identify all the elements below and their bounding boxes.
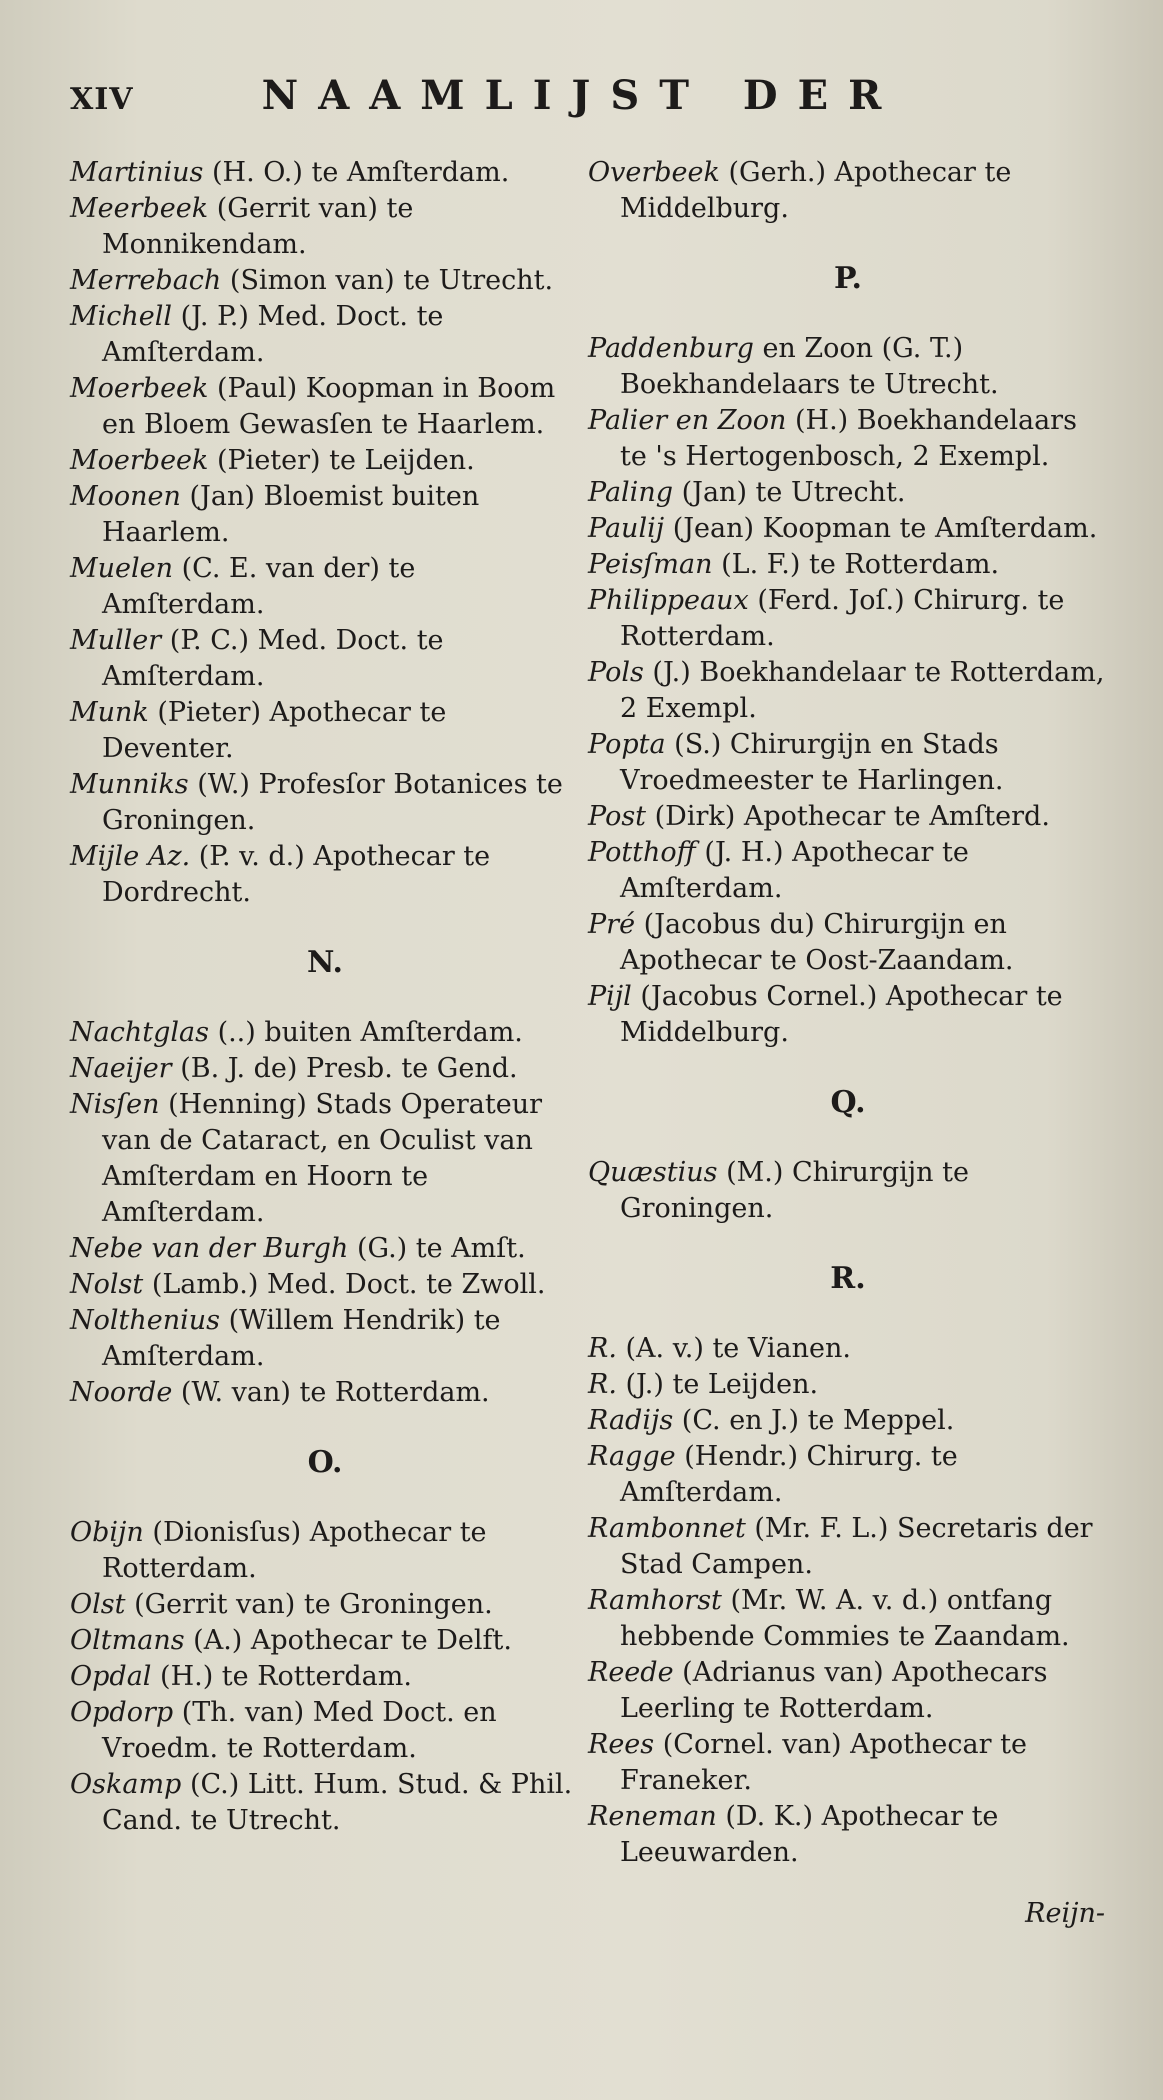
entry-name: Radijs bbox=[588, 1405, 674, 1436]
list-item bbox=[70, 839, 580, 911]
entry-name: Post bbox=[588, 801, 647, 832]
entry-name: Mijle Az. bbox=[70, 841, 191, 872]
entry-name: R. bbox=[588, 1369, 617, 1400]
entry-detail: (Dirk) Apothecar te Amſterd. bbox=[654, 801, 1050, 832]
entry-name: Moerbeek bbox=[70, 373, 209, 404]
entry-detail: (Mr. F. L.) Secretaris der Stad Campen. bbox=[620, 1513, 1093, 1580]
entry-name: Paling bbox=[588, 477, 673, 508]
list-item bbox=[70, 155, 580, 191]
entry-name: Meerbeek bbox=[70, 193, 209, 224]
entry-detail: (Lamb.) Med. Doct. te Zwoll. bbox=[151, 1269, 546, 1300]
entries-p bbox=[588, 331, 1108, 1051]
entry-name: Nolthenius bbox=[70, 1305, 221, 1336]
entry-detail: (Jean) Koopman te Amſterdam. bbox=[672, 513, 1098, 544]
list-item bbox=[70, 1659, 580, 1695]
entry-name: Paddenburg bbox=[588, 333, 754, 364]
entry-detail: (Ferd. Joſ.) Chirurg. te Rotterdam. bbox=[620, 585, 1065, 652]
entry-detail: (D. K.) Apothecar te Leeuwarden. bbox=[620, 1801, 999, 1868]
entry-detail: (B. J. de) Presb. te Gend. bbox=[180, 1053, 518, 1084]
list-item bbox=[70, 1015, 580, 1051]
entry-detail: (P. v. d.) Apothecar te Dordrecht. bbox=[102, 841, 491, 908]
list-item bbox=[588, 1331, 1108, 1367]
list-item bbox=[588, 979, 1108, 1051]
list-item bbox=[588, 727, 1108, 799]
entry-detail: (..) buiten Amſterdam. bbox=[217, 1017, 523, 1048]
entry-detail: (J. H.) Apothecar te Amſterdam. bbox=[620, 837, 969, 904]
list-item bbox=[70, 191, 580, 263]
list-item bbox=[588, 511, 1108, 547]
list-item bbox=[70, 479, 580, 551]
entry-name: Opdorp bbox=[70, 1697, 174, 1728]
entry-detail: (A.) Apothecar te Delft. bbox=[193, 1625, 512, 1656]
entry-detail: (Mr. W. A. v. d.) ontfang hebbende Commies te Zaandam. bbox=[620, 1585, 1070, 1652]
entry-name: Michell bbox=[70, 301, 173, 332]
entries-o-continued bbox=[588, 155, 1108, 227]
entries-r bbox=[588, 1331, 1108, 1871]
entry-name: Martinius bbox=[70, 157, 204, 188]
list-item bbox=[70, 443, 580, 479]
entry-detail: (Pieter) te Leijden. bbox=[216, 445, 475, 476]
list-item bbox=[70, 1767, 580, 1839]
entry-detail: (C.) Litt. Hum. Stud. & Phil. Cand. te Utrecht. bbox=[102, 1769, 573, 1836]
entry-detail: (Th. van) Med Doct. en Vroedm. te Rotterdam. bbox=[102, 1697, 497, 1764]
entry-detail: (H. O.) te Amſterdam. bbox=[212, 157, 510, 188]
entry-detail: (J.) Boekhandelaar te Rotterdam, 2 Exempl. bbox=[620, 657, 1105, 724]
entry-detail: (Henning) Stads Operateur van de Cataract, en Oculist van Amſterdam en Hoorn te Amſterdam. bbox=[102, 1089, 543, 1228]
entry-name: Popta bbox=[588, 729, 666, 760]
list-item bbox=[588, 475, 1108, 511]
entry-detail: (Jacobus Cornel.) Apothecar te Middelburg. bbox=[620, 981, 1063, 1048]
entry-name: Philippeaux bbox=[588, 585, 749, 616]
entries-q bbox=[588, 1155, 1108, 1227]
running-head: NAAMLIJST DER bbox=[261, 72, 902, 119]
entry-detail: (Adrianus van) Apothecars Leerling te Rotterdam. bbox=[620, 1657, 1048, 1724]
entry-name: Obijn bbox=[70, 1517, 144, 1548]
entry-name: Reneman bbox=[588, 1801, 717, 1832]
entry-name: Rambonnet bbox=[588, 1513, 746, 1544]
list-item bbox=[588, 331, 1108, 403]
list-item bbox=[70, 551, 580, 623]
section-letter-n: N. bbox=[307, 945, 343, 980]
entry-name: Moonen bbox=[70, 481, 181, 512]
entry-detail: (P. C.) Med. Doct. te Amſterdam. bbox=[102, 625, 444, 692]
right-column bbox=[588, 155, 1108, 1871]
entry-name: Pijl bbox=[588, 981, 632, 1012]
list-item bbox=[70, 299, 580, 371]
list-item bbox=[70, 1087, 580, 1231]
list-item bbox=[70, 767, 580, 839]
entry-detail: (Gerh.) Apothecar te Middelburg. bbox=[620, 157, 1012, 224]
list-item bbox=[588, 1367, 1108, 1403]
list-item bbox=[588, 547, 1108, 583]
entry-detail: (Pieter) Apothecar te Deventer. bbox=[102, 697, 447, 764]
section-letter-q: Q. bbox=[830, 1085, 866, 1120]
entry-name: Opdal bbox=[70, 1661, 152, 1692]
section-letter-r: R. bbox=[830, 1261, 866, 1296]
entry-detail: (C. en J.) te Meppel. bbox=[681, 1405, 955, 1436]
list-item bbox=[588, 155, 1108, 227]
list-item bbox=[70, 1051, 580, 1087]
entry-name: Peisſman bbox=[588, 549, 713, 580]
list-item bbox=[588, 1511, 1108, 1583]
entry-name: Reede bbox=[588, 1657, 674, 1688]
entries-m bbox=[70, 155, 580, 911]
entry-detail: (Willem Hendrik) te Amſterdam. bbox=[102, 1305, 501, 1372]
entry-detail: (Gerrit van) te Monnikendam. bbox=[102, 193, 414, 260]
list-item bbox=[588, 1439, 1108, 1511]
list-item bbox=[588, 1799, 1108, 1871]
entry-detail: (S.) Chirurgijn en Stads Vroedmeester te Harlingen. bbox=[620, 729, 1004, 796]
list-item bbox=[70, 1267, 580, 1303]
entry-name: Muelen bbox=[70, 553, 174, 584]
entry-name: Moerbeek bbox=[70, 445, 209, 476]
entry-name: Potthoff bbox=[588, 837, 696, 868]
entry-detail: (J.) te Leijden. bbox=[625, 1369, 819, 1400]
entry-name: Muller bbox=[70, 625, 162, 656]
entry-name: Naeijer bbox=[70, 1053, 172, 1084]
entry-detail: (A. v.) te Vianen. bbox=[625, 1333, 851, 1364]
entry-name: Oskamp bbox=[70, 1769, 182, 1800]
list-item bbox=[70, 1695, 580, 1767]
list-item bbox=[588, 1583, 1108, 1655]
entry-name: Olst bbox=[70, 1589, 126, 1620]
list-item bbox=[588, 1655, 1108, 1727]
list-item bbox=[70, 623, 580, 695]
entry-name: Oltmans bbox=[70, 1625, 185, 1656]
entry-name: R. bbox=[588, 1333, 617, 1364]
entry-name: Ramhorst bbox=[588, 1585, 722, 1616]
list-item bbox=[588, 655, 1108, 727]
entry-detail: (Jacobus du) Chirurgijn en Apothecar te Oost-Zaandam. bbox=[620, 909, 1014, 976]
entry-detail: (W. van) te Rotterdam. bbox=[180, 1377, 490, 1408]
entry-name: Noorde bbox=[70, 1377, 173, 1408]
entry-name: Nebe van der Burgh bbox=[70, 1233, 349, 1264]
list-item bbox=[70, 371, 580, 443]
list-item bbox=[70, 263, 580, 299]
list-item bbox=[588, 583, 1108, 655]
entry-name: Overbeek bbox=[588, 157, 720, 188]
entry-detail: (L. F.) te Rotterdam. bbox=[721, 549, 1000, 580]
entry-name: Paulij bbox=[588, 513, 665, 544]
entry-detail: (C. E. van der) te Amſterdam. bbox=[102, 553, 416, 620]
entry-name: Nachtglas bbox=[70, 1017, 209, 1048]
entry-detail: en Zoon (G. T.) Boekhandelaars te Utrecht. bbox=[620, 333, 999, 400]
list-item bbox=[588, 835, 1108, 907]
entry-name: Munk bbox=[70, 697, 149, 728]
list-item bbox=[70, 1375, 580, 1411]
entry-name: Munniks bbox=[70, 769, 189, 800]
entry-detail: (Paul) Koopman in Boom en Bloem Gewasſen te Haarlem. bbox=[102, 373, 556, 440]
list-item bbox=[588, 1403, 1108, 1439]
list-item bbox=[70, 1231, 580, 1267]
entry-detail: (Hendr.) Chirurg. te Amſterdam. bbox=[620, 1441, 958, 1508]
list-item bbox=[588, 403, 1108, 475]
section-letter-o: O. bbox=[307, 1445, 343, 1480]
list-item bbox=[70, 1623, 580, 1659]
entry-detail: (H.) te Rotterdam. bbox=[160, 1661, 412, 1692]
entries-o bbox=[70, 1515, 580, 1839]
list-item bbox=[70, 1303, 580, 1375]
entry-name: Pré bbox=[588, 909, 636, 940]
list-item bbox=[70, 1515, 580, 1587]
entry-name: Rees bbox=[588, 1729, 655, 1760]
entry-detail: (H.) Boekhandelaars te 's Hertogenbosch, 2 Exempl. bbox=[620, 405, 1077, 472]
entry-name: Quæstius bbox=[588, 1157, 718, 1188]
list-item bbox=[70, 1587, 580, 1623]
entry-detail: (Gerrit van) te Groningen. bbox=[134, 1589, 493, 1620]
entry-name: Pols bbox=[588, 657, 644, 688]
entry-detail: (Jan) Bloemist buiten Haarlem. bbox=[102, 481, 480, 548]
entry-name: Palier en Zoon bbox=[588, 405, 787, 436]
entry-detail: (W.) Profesſor Botanices te Groningen. bbox=[102, 769, 563, 836]
list-item bbox=[588, 799, 1108, 835]
section-letter-p: P. bbox=[833, 261, 863, 296]
entry-detail: (G.) te Amſt. bbox=[356, 1233, 526, 1264]
list-item bbox=[70, 695, 580, 767]
entry-name: Ragge bbox=[588, 1441, 676, 1472]
entry-detail: (J. P.) Med. Doct. te Amſterdam. bbox=[102, 301, 444, 368]
list-item bbox=[588, 1155, 1108, 1227]
left-column bbox=[70, 155, 580, 1839]
list-item bbox=[588, 1727, 1108, 1799]
entry-name: Nolst bbox=[70, 1269, 144, 1300]
entry-detail: (Jan) te Utrecht. bbox=[681, 477, 906, 508]
list-item bbox=[588, 907, 1108, 979]
entry-detail: (Cornel. van) Apothecar te Franeker. bbox=[620, 1729, 1027, 1796]
entry-name: Nisſen bbox=[70, 1089, 160, 1120]
entries-n bbox=[70, 1015, 580, 1411]
entry-detail: (M.) Chirurgijn te Groningen. bbox=[620, 1157, 969, 1224]
entry-detail: (Dionisſus) Apothecar te Rotterdam. bbox=[102, 1517, 487, 1584]
catchword: Reijn- bbox=[1025, 1898, 1105, 1929]
entry-name: Merrebach bbox=[70, 265, 222, 296]
page-number: XIV bbox=[70, 82, 134, 117]
entry-detail: (Simon van) te Utrecht. bbox=[229, 265, 554, 296]
